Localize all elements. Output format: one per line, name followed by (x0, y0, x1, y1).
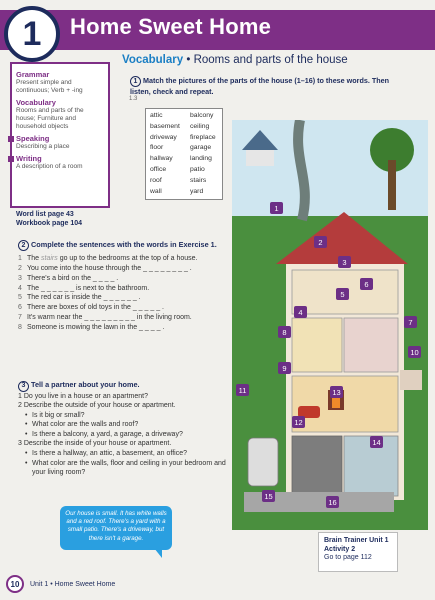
section-title (122, 54, 348, 66)
question: 2 Describe the outside of your house or apartment. (18, 402, 176, 410)
sentence-text: The (27, 255, 42, 263)
word: driveway (150, 133, 177, 141)
sub-question: • Is it big or small? (18, 411, 228, 421)
speech-bubble-tail (154, 548, 162, 558)
page-footer (6, 575, 115, 593)
brain-trainer-box[interactable] (318, 532, 398, 572)
word: wall (150, 187, 162, 195)
exercise-number: 2 (18, 240, 29, 251)
exercise-instruction: Match the pictures of the parts of the house (1–16) to these words. Then listen, check and repeat. (130, 76, 390, 97)
sidebar-section-vocabulary (16, 98, 104, 131)
question: 1 Do you live in a house or an apartment? (18, 392, 148, 400)
word: ceiling (190, 122, 210, 130)
exercise-1 (130, 76, 410, 97)
word: balcony (190, 112, 214, 119)
sentence-item[interactable] (18, 264, 228, 274)
sentence-item[interactable] (18, 313, 228, 323)
sidebar-text: A description of a room (16, 163, 83, 170)
bullet-square-icon (8, 136, 14, 142)
sentence-text: There are boxes of old toys in the _ _ _ _ _ . (27, 304, 164, 312)
brain-trainer-activity: Activity 2 (324, 545, 356, 553)
unit-overview-box (10, 62, 110, 208)
sub-question: • What color are the walls and roof? (18, 420, 228, 430)
page-number: 10 (6, 575, 24, 593)
svg-text:1: 1 (274, 204, 279, 213)
unit-title: Home Sweet Home (70, 14, 272, 39)
svg-text:14: 14 (372, 438, 381, 447)
svg-text:7: 7 (408, 318, 413, 327)
exercise-3 (18, 380, 228, 478)
sidebar-text: Rooms and parts of the house; Furniture and household objects (16, 107, 84, 130)
word-box (145, 108, 223, 200)
sentence-text: You come into the house through the _ _ _ _ _ _ _ _ . (27, 265, 192, 273)
svg-text:13: 13 (332, 388, 341, 397)
svg-text:11: 11 (238, 386, 247, 395)
sub-question: • Is there a balcony, a yard, a garage, a driveway? (18, 430, 228, 440)
svg-text:10: 10 (410, 348, 419, 357)
sidebar-heading: Speaking (16, 134, 50, 143)
bullet-square-icon (8, 156, 14, 162)
word: landing (190, 155, 212, 163)
sentence-item[interactable] (18, 254, 228, 264)
word: yard (190, 187, 204, 195)
brain-trainer-page: Go to page 112 (324, 554, 372, 561)
word: garage (190, 144, 212, 152)
vocabulary-label: Vocabulary (122, 54, 184, 66)
speech-bubble: Our house is small. It has white walls and a red roof. There's a yard with a small patio. There's a driveway, but there isn't a garage. (60, 506, 172, 550)
exercise-instruction: Complete the sentences with the words in Exercise 1. (31, 240, 217, 249)
sidebar-heading: Vocabulary (16, 98, 56, 107)
sidebar-heading: Writing (16, 154, 42, 163)
sidebar-section-speaking (16, 134, 104, 151)
svg-text:4: 4 (298, 308, 303, 317)
item-number: 7 (18, 314, 22, 322)
svg-text:15: 15 (264, 492, 273, 501)
house-illustration (232, 120, 428, 530)
vocabulary-topic: • Rooms and parts of the house (186, 54, 348, 66)
sentence-item[interactable] (18, 303, 228, 313)
item-number: 2 (18, 265, 22, 273)
item-number: 6 (18, 304, 22, 312)
svg-text:16: 16 (328, 498, 337, 507)
word: roof (150, 176, 162, 184)
brain-trainer-title: Brain Trainer Unit 1 (324, 537, 389, 544)
sidebar-heading: Grammar (16, 70, 50, 79)
sidebar-text: Present simple and continuous; Verb + -ing (16, 79, 83, 94)
exercise-instruction: Tell a partner about your home. (31, 380, 140, 389)
svg-text:12: 12 (294, 418, 303, 427)
svg-text:9: 9 (282, 364, 287, 373)
sentence-item[interactable] (18, 293, 228, 303)
svg-text:6: 6 (364, 280, 369, 289)
sentence-text: There's a bird on the _ _ _ _ . (27, 274, 119, 282)
audio-track-icon[interactable]: 1.3 (129, 96, 138, 102)
svg-text:2: 2 (318, 238, 323, 247)
word-list-ref[interactable]: Word list page 43 (16, 211, 74, 218)
word: stairs (190, 176, 207, 184)
sentence-item[interactable] (18, 323, 228, 333)
sentence-item[interactable] (18, 284, 228, 294)
sidebar-section-grammar (16, 70, 104, 95)
sentence-text: It's warm near the _ _ _ _ _ _ _ _ _ in the living room. (27, 314, 192, 322)
word: basement (150, 122, 180, 130)
svg-text:5: 5 (340, 290, 345, 299)
item-number: 8 (18, 323, 22, 331)
sub-question: • Is there a hallway, an attic, a basement, an office? (18, 449, 228, 459)
item-number: 4 (18, 284, 22, 292)
item-number: 5 (18, 294, 22, 302)
svg-text:8: 8 (282, 328, 287, 337)
footer-text: Unit 1 • Home Sweet Home (30, 580, 116, 588)
word: floor (150, 144, 164, 152)
word: office (150, 165, 167, 173)
workbook-ref[interactable]: Workbook page 104 (16, 220, 83, 227)
sentence-text: Someone is mowing the lawn in the _ _ _ _ . (27, 323, 165, 331)
example-answer: stairs (41, 255, 58, 263)
exercise-2 (18, 240, 228, 333)
sidebar-text: Describing a place (16, 143, 70, 150)
question: 3 Describe the inside of your house or apartment. (18, 440, 172, 448)
sub-question: • What color are the walls, floor and ceiling in your bedroom and your living room? (18, 459, 228, 478)
sentence-list (18, 254, 228, 332)
item-number: 3 (18, 274, 22, 282)
unit-number-badge: 1 (4, 6, 60, 62)
exercise-number: 3 (18, 381, 29, 392)
sentence-text: The _ _ _ _ _ _ is next to the bathroom. (27, 284, 150, 292)
sentence-text: go up to the bedrooms at the top of a house. (57, 255, 198, 263)
word: attic (150, 112, 163, 119)
sidebar-section-writing (16, 154, 104, 171)
exercise-number: 1 (130, 76, 141, 87)
svg-text:3: 3 (342, 258, 347, 267)
sentence-text: The red car is inside the _ _ _ _ _ _ . (27, 294, 141, 302)
word: fireplace (190, 133, 216, 141)
references (16, 210, 82, 228)
sentence-item[interactable] (18, 274, 228, 284)
word: hallway (150, 155, 173, 163)
word: patio (190, 165, 205, 173)
item-number: 1 (18, 255, 22, 263)
